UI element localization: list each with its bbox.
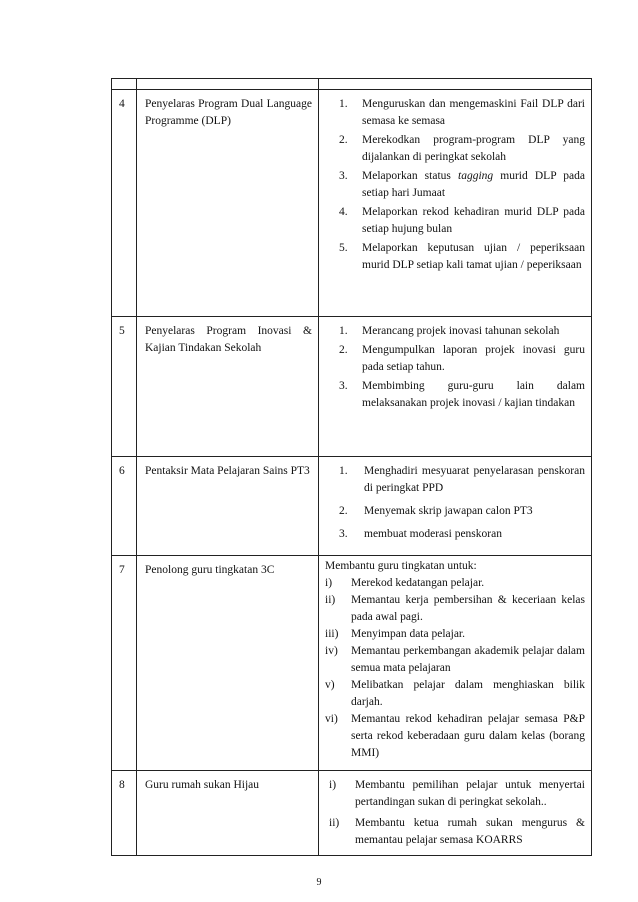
table-row <box>112 457 592 556</box>
list-item: iii) Menyimpan data pelajar. <box>325 628 466 640</box>
list-item: iv) Memantau perkembangan akademik pelajar dalam semua mata pelajaran <box>325 645 585 674</box>
role-text: Guru rumah sukan Hijau <box>145 779 260 791</box>
tasks-cell <box>319 771 592 856</box>
table-row <box>112 556 592 771</box>
list-item: 1. Menguruskan dan mengemaskini Fail DLP dari semasa ke semasa <box>339 98 585 127</box>
page-number: 9 <box>316 877 322 888</box>
list-item: ii) Membantu ketua rumah sukan mengurus & memantau pelajar semasa KOARRS <box>329 817 585 846</box>
list-item: 4. Melaporkan rekod kehadiran murid DLP pada setiap hujung bulan <box>339 206 585 235</box>
task-list <box>325 575 585 762</box>
role-cell <box>137 90 319 317</box>
list-item: ii) Memantau kerja pembersihan & keceriaan kelas pada awal pagi. <box>325 594 585 623</box>
table-row <box>112 771 592 856</box>
list-item: 2. Menyemak skrip jawapan calon PT3 <box>339 505 533 517</box>
role-text: Penyelaras Program Dual Language Programme (DLP) <box>145 98 312 127</box>
header-row <box>112 79 592 90</box>
role-text: Penolong guru tingkatan 3C <box>145 564 275 576</box>
row-number: 4 <box>112 90 137 317</box>
list-item: 1. Merancang projek inovasi tahunan sekolah <box>339 325 560 337</box>
header-cell-role <box>137 79 319 90</box>
italic-term: tagging <box>458 170 494 182</box>
list-item: vi) Memantau rekod kehadiran pelajar semasa P&P serta rekod keberadaan guru dalam kelas (borang MMI) <box>325 713 585 759</box>
row-number: 7 <box>112 556 137 771</box>
row-number: 6 <box>112 457 137 556</box>
role-cell <box>137 771 319 856</box>
task-list <box>325 463 585 543</box>
header-cell-tasks <box>319 79 592 90</box>
tasks-cell <box>319 457 592 556</box>
role-text: Pentaksir Mata Pelajaran Sains PT3 <box>145 465 310 477</box>
task-list <box>325 777 585 849</box>
role-cell <box>137 556 319 771</box>
row-number: 5 <box>112 317 137 457</box>
list-item: 3. Melaporkan status tagging murid DLP pada setiap hari Jumaat <box>339 170 585 199</box>
task-list <box>325 96 585 274</box>
table-row <box>112 317 592 457</box>
list-item: i) Membantu pemilihan pelajar untuk menyertai pertandingan sukan di peringkat sekolah.. <box>329 779 585 808</box>
list-item: v) Melibatkan pelajar dalam menghiaskan bilik darjah. <box>325 679 585 708</box>
role-cell <box>137 457 319 556</box>
task-list <box>325 323 585 412</box>
tasks-cell <box>319 90 592 317</box>
list-item: 2. Merekodkan program-program DLP yang dijalankan di peringkat sekolah <box>339 134 585 163</box>
list-item: 3. membuat moderasi penskoran <box>339 528 502 540</box>
duty-table <box>111 78 592 856</box>
tasks-intro: Membantu guru tingkatan untuk: <box>325 560 477 572</box>
header-cell-no <box>112 79 137 90</box>
table-row <box>112 90 592 317</box>
tasks-cell <box>319 556 592 771</box>
list-item: i) Merekod kedatangan pelajar. <box>325 577 485 589</box>
role-cell <box>137 317 319 457</box>
list-item: 5. Melaporkan keputusan ujian / peperiksaan murid DLP setiap kali tamat ujian / peperiksaan <box>339 242 585 271</box>
list-item: 3. Membimbing guru-guru lain dalam melaksanakan projek inovasi / kajian tindakan <box>339 380 585 409</box>
role-text: Penyelaras Program Inovasi & Kajian Tindakan Sekolah <box>145 325 312 354</box>
tasks-cell <box>319 317 592 457</box>
list-item: 1. Menghadiri mesyuarat penyelarasan penskoran di peringkat PPD <box>339 465 585 494</box>
list-item: 2. Mengumpulkan laporan projek inovasi guru pada setiap tahun. <box>339 344 585 373</box>
row-number: 8 <box>112 771 137 856</box>
